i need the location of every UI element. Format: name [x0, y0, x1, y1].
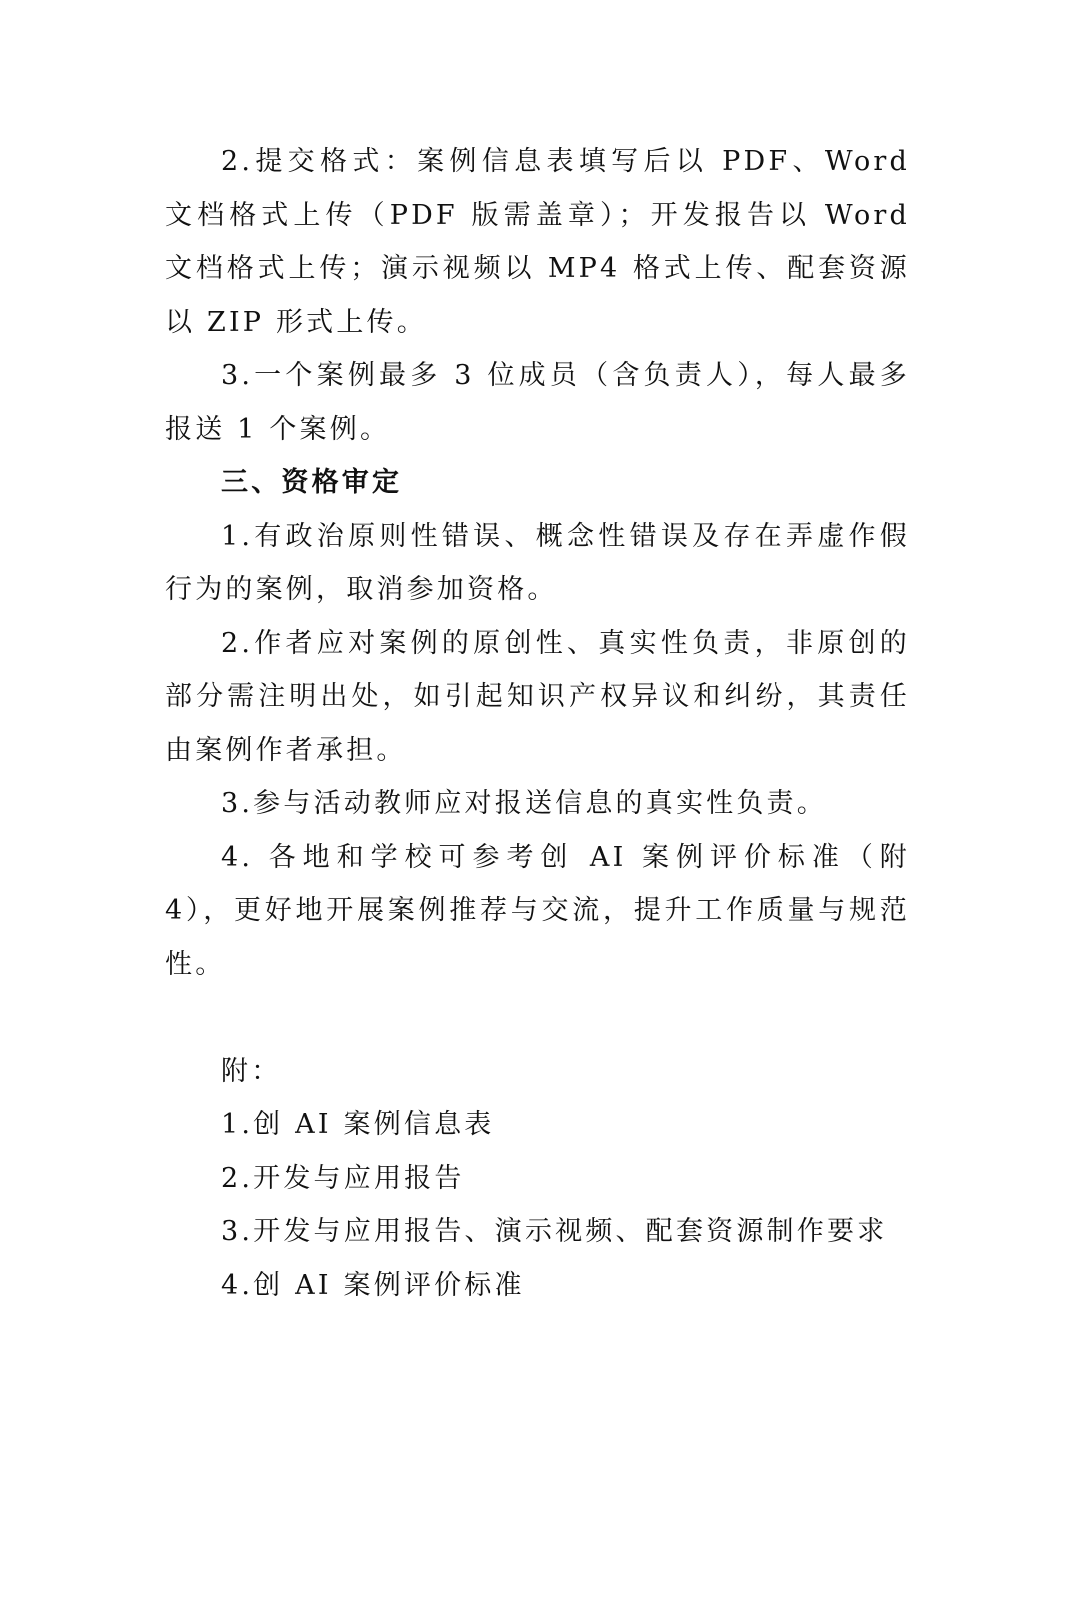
attachment-item-1: 1.创 AI 案例信息表: [221, 1109, 495, 1140]
qualification-item-3: 3.参与活动教师应对报送信息的真实性负责。: [221, 788, 827, 819]
document-page: [165, 135, 910, 1312]
qualification-item-2: 2.作者应对案例的原创性、真实性负责，非原创的部分需注明出处，如引起知识产权异议和纠纷，其责任由案例作者承担。: [165, 627, 910, 766]
blank-line: [165, 991, 910, 1045]
attachment-item-2: 2.开发与应用报告: [221, 1162, 465, 1194]
submission-format-paragraph: 2.提交格式：案例信息表填写后以 PDF、Word 文档格式上传（PDF 版需盖章）；开发报告以 Word 文档格式上传；演示视频以 MP4 格式上传、配套资源以 ZIP 形式上传。: [165, 146, 910, 338]
qualification-item-1: 1.有政治原则性错误、概念性错误及存在弄虚作假行为的案例，取消参加资格。: [165, 520, 910, 605]
attachment-item-4: 4.创 AI 案例评价标准: [221, 1269, 525, 1301]
member-limit-paragraph: 3.一个案例最多 3 位成员（含负责人），每人最多报送 1 个案例。: [165, 360, 910, 445]
section-heading-qualification: 三、资格审定: [221, 467, 403, 498]
attachment-item-3: 3.开发与应用报告、演示视频、配套资源制作要求: [221, 1216, 888, 1247]
attachments-label: 附：: [221, 1055, 282, 1087]
qualification-item-4: 4. 各地和学校可参考创 AI 案例评价标准（附 4），更好地开展案例推荐与交流，提升工作质量与规范性。: [165, 841, 910, 980]
